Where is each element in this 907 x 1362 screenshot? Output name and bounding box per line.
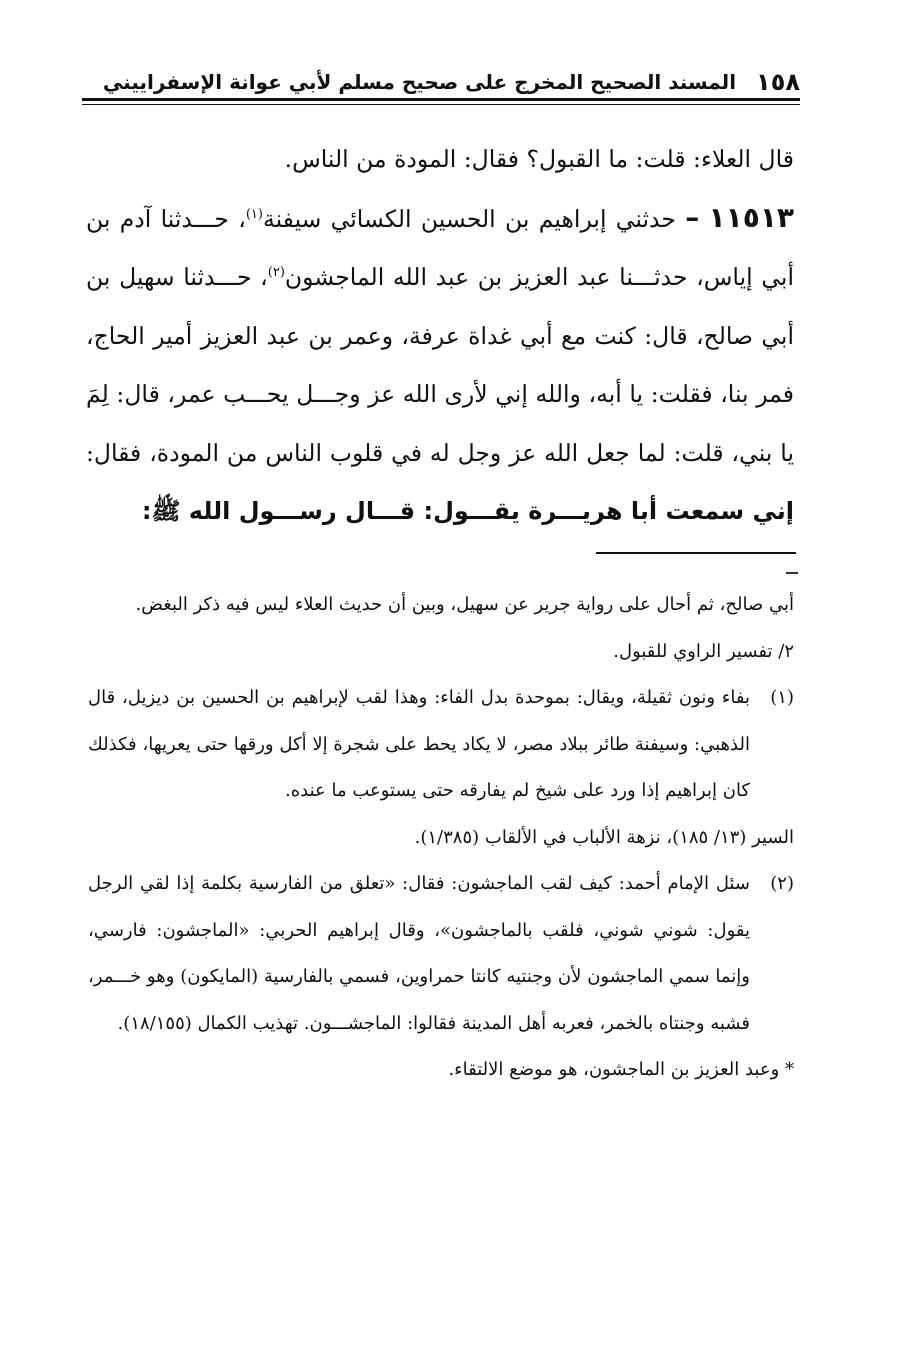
footnote-continuation: أبي صالح، ثم أحال على رواية جرير عن سهيل، وبين أن حديث العلاء ليس فيه ذكر البغض. [135,594,794,615]
hadith-bold-phrase: إني سمعت أبا هريـــرة يقـــول: قـــال رســـول الله ﷺ: [141,497,794,525]
footnote-1-marker: (١) [770,687,794,708]
footnote-2-text: سئل الإمام أحمد: كيف لقب الماجشون: فقال: «تعلق من الفارسية بكلمة إذا لقي الرجل يقول: شوني شوني، فلقب بالماجشون»، وقال إبراهيم الحربي: «الماجشون: فارسي، وإنما سمي الماجشون لأن وجنتيه كانتا حمراوين، فسمي بالفارسية (المايكون) وهو خـــمر، فشبه وجنتاه بالخمر، فعربه أهل المدينة فقالوا: الماجشـــون. تهذيب الكمال (١٨/١٥٥). [88,873,750,1034]
footnote-2-extra: * وعبد العزيز بن الماجشون، هو موضع الالتقاء. [448,1059,794,1080]
page-number: ١٥٨ [756,68,800,96]
footnote-1-source: السير (١٣/ ١٨٥)، نزهة الألباب في الألقاب (١/٣٨٥). [414,826,794,848]
hadith-paragraph [86,189,794,541]
header-rule-thin [82,104,800,105]
main-text [86,130,794,541]
footnote-1 [88,675,794,815]
page-header [82,62,800,98]
hadith-dash: – [685,200,700,234]
footnote-1-text: بفاء ونون ثقيلة، ويقال: بموحدة بدل الفاء: وهذا لقب لإبراهيم بن الحسين بن ديزيل، قال الذهبي: وسيفنة طائر ببلاد مصر، لا يكاد يحط على شجرة إلا أكل ورقها حتى يعريها، فكذلك كان إبراهيم إذا ورد على شيخ لم يفارقه حتى يستوعب ما عنده. [88,687,750,801]
narration-line: قال العلاء: قلت: ما القبول؟ فقال: المودة من الناس. [284,145,794,173]
footnote-ref-1: (١) [245,206,263,222]
hadith-number: ١١٥١٣ [708,200,794,234]
hadith-text-part-2: ، حـــدثنا آدم بن أبي إياس، حدثـــنا عبد العزيز بن عبد الله الماجشون [86,204,794,291]
footnote-ref-2: (٢) [267,265,285,281]
footnote-2 [88,861,794,1047]
hadith-text-part-1: حدثني إبراهيم بن الحسين الكسائي سيفنة [262,204,686,233]
continuation-mark [786,572,798,574]
header-rule-thick [82,98,800,101]
footnote-2-marker: (٢) [770,873,794,894]
hadith-text-part-3: ، حـــدثنا سهيل بن أبي صالح، قال: كنت مع أبي غداة عرفة، وعمر بن عبد العزيز أمير الحاج، فمر بنا، فقلت: يا أبه، والله إني لأرى الله عز وجـــل يحـــب عمر، قال: لِمَ يا بني، قلت: لما جعل الله عز وجل له في قلوب الناس من المودة، فقال: [86,263,794,467]
running-title: المسند الصحيح المخرج على صحيح مسلم لأبي عوانة الإسفراييني [102,70,737,94]
footnote-separator [596,552,796,554]
footnotes [88,582,794,1094]
footnote-continuation-2: ٢/ تفسير الراوي للقبول. [613,640,794,662]
